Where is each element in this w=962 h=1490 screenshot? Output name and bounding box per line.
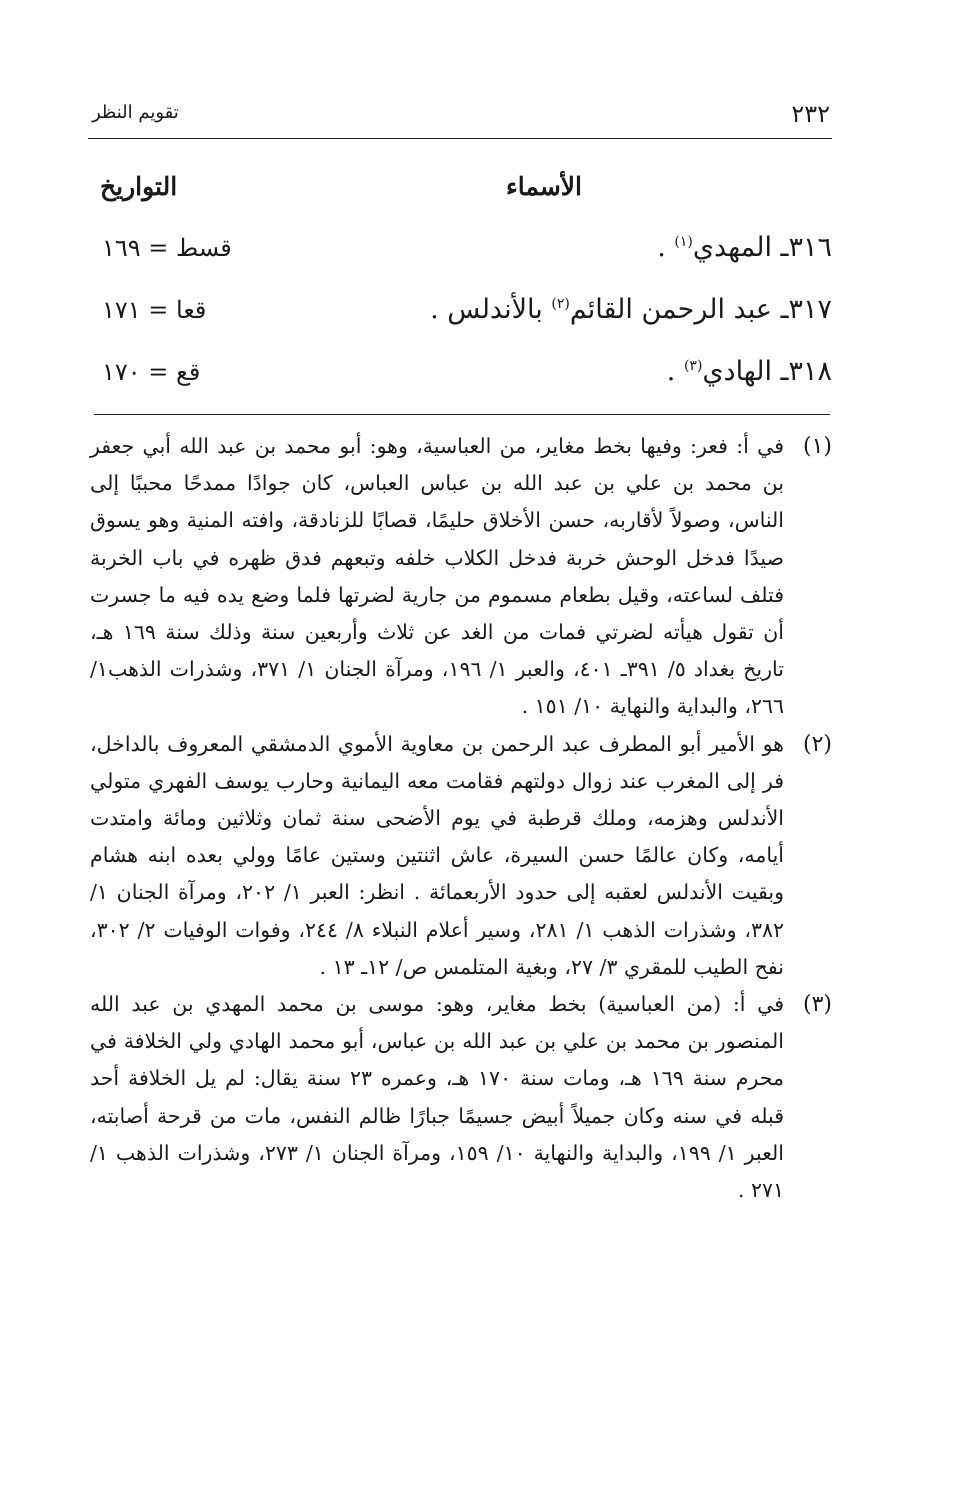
entry-row xyxy=(90,356,832,418)
footnote-number: (١) xyxy=(802,434,832,459)
entry-date: قسط = ١٦٩ xyxy=(102,234,232,262)
page-number: ٢٣٢ xyxy=(791,100,830,128)
entry-row xyxy=(90,294,832,356)
footnote-number: (٢) xyxy=(802,731,832,757)
entry-date: قعا = ١٧١ xyxy=(102,296,207,324)
entry-row xyxy=(90,232,832,294)
footnote xyxy=(90,428,832,726)
entry-date: قع = ١٧٠ xyxy=(102,358,201,386)
footnotes xyxy=(90,428,832,1209)
footnote-divider xyxy=(94,414,830,415)
dates-column-heading: التواريخ xyxy=(100,172,178,201)
entry-name: ٣١٨ـ الهادي$^{(٣)}$ . xyxy=(666,356,832,387)
footnote-text: في أ: فعر: وفيها بخط مغاير، من العباسية، وهو: أبو محمد بن عبد الله أبي جعفر بن محمد بن علي بن عبد الله بن عباس العباس، كان جوادًا ممدحًا محببًا إلى الناس، وصولاً لأقاربه، حسن الأخلاق حليمًا، قصابًا للزنادقة، وافته المنية وهو يسوق صيدًا فدخل الوحش خربة فدخل الكلاب خلفه وتبعهم فدق ظهره في باب الخربة فتلف لساعته، وقيل بطعام مسموم من جارية لضرتها فلما وضع يده فيه ما جسرت أن تقول هيأته لضرتي فمات من الغد عن ثلاث وأربعين سنة وذلك سنة ١٦٩ هـ، تاريخ بغداد ٥/ ٣٩١ـ ٤٠١، والعبر ١/ ١٩٦، ومرآة الجنان ١/ ٣٧١، وشذرات الذهب١/ ٢٦٦، والبداية والنهاية ١٠/ ١٥١ . xyxy=(90,434,785,719)
footnote xyxy=(90,726,832,986)
running-title: تقويم النظر xyxy=(92,102,179,123)
entries-list xyxy=(90,232,832,418)
entry-name: ٣١٦ـ المهدي$^{(١)}$ . xyxy=(657,232,832,263)
footnote-ref: (٢) xyxy=(551,296,570,312)
entry-name: ٣١٧ـ عبد الرحمن القائم$^{(٢)}$ بالأندلس . xyxy=(430,294,832,325)
footnote-text: في أ: (من العباسية) بخط مغاير، وهو: موسى بن محمد المهدي بن عبد الله المنصور بن محمد بن علي بن عبد الله بن عباس، أبو محمد الهادي ولي الخلافة في محرم سنة ١٦٩ هـ، ومات سنة ١٧٠ هـ، وعمره ٢٣ سنة يقال: لم يل الخلافة أحد قبله في سنه وكان جميلاً أبيض جسيمًا جبارًا ظالم النفس، مات من قرحة أصابته، العبر ١/ ١٩٩، والبداية والنهاية ١٠/ ١٥٩، ومرآة الجنان ١/ ٢٧٣، وشذرات الذهب ١/ ٢٧١ . xyxy=(90,992,784,1203)
footnote-text: هو الأمير أبو المطرف عبد الرحمن بن معاوية الأموي الدمشقي المعروف بالداخل، فر إلى المغرب عند زوال دولتهم فقامت معه اليمانية وحارب يوسف الفهري متولي الأندلس وهزمه، وملك قرطبة في يوم الأضحى سنة ثمان وثلاثين ومائة وامتدت أيامه، وكان عالمًا حسن السيرة، عاش اثنتين وستين عامًا وولي بعده ابنه هشام وبقيت الأندلس لعقبه إلى حدود الأربعمائة . انظر: العبر ١/ ٢٠٢، ومرآة الجنان ١/ ٣٨٢، وشذرات الذهب ١/ ٢٨١، وسير أعلام النبلاء ٨/ ٢٤٤، وفوات الوفيات ٢/ ٣٠٢، نفح الطيب للمقري ٣/ ٢٧، وبغية المتلمس ص/ ١٢ـ ١٣ . xyxy=(90,731,784,979)
footnote xyxy=(90,986,832,1209)
footnote-number: (٣) xyxy=(802,992,832,1018)
names-column-heading: الأسماء xyxy=(506,172,582,201)
header-divider xyxy=(88,138,832,139)
page-header xyxy=(92,100,830,134)
footnote-ref: (٣) xyxy=(683,358,703,374)
footnote-ref: (١) xyxy=(674,234,693,250)
